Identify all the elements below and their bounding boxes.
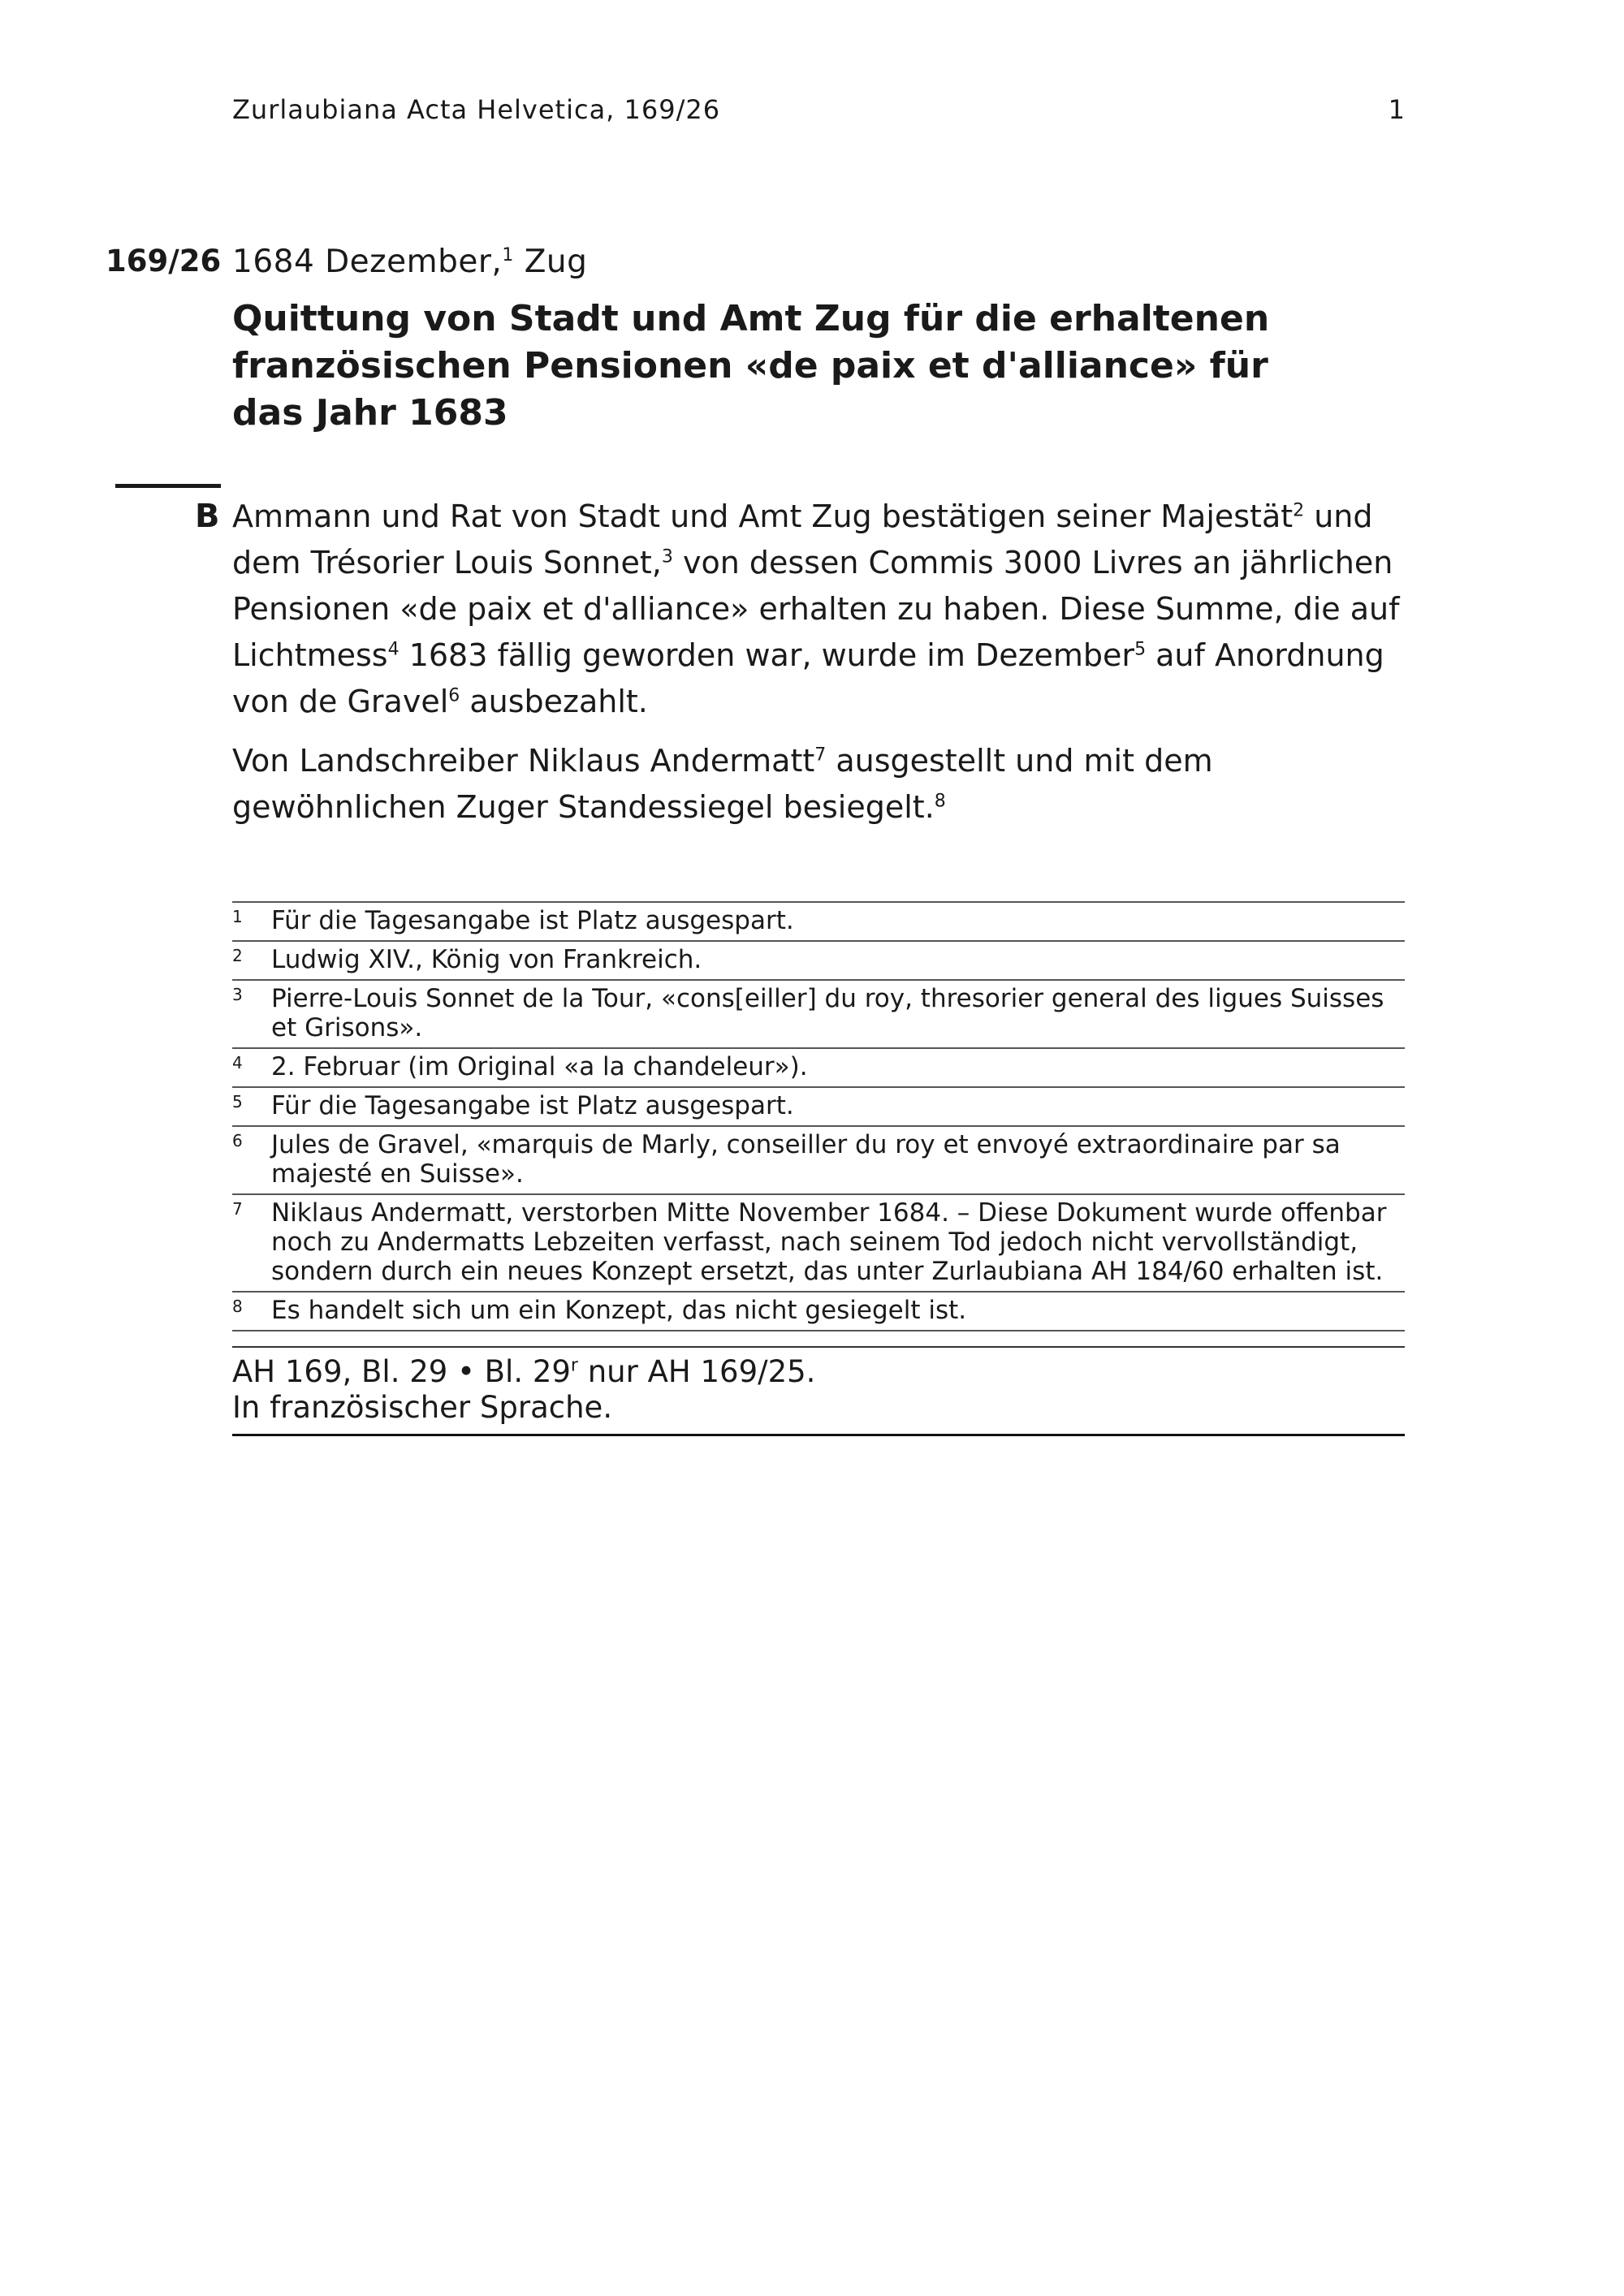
footnote-text: Niklaus Andermatt, verstorben Mitte November 1684. – Diese Dokument wurde offenbar noch zu Andermatts Lebzeiten verfasst, nach seinem Tod jedoch nicht vervollständigt, sondern durch ein neues Konzept ersetzt, das unter Zurlaubiana AH 184/60 erhalten ist. xyxy=(271,1198,1387,1286)
footnote-text: Für die Tagesangabe ist Platz ausgespart. xyxy=(271,906,794,935)
date-text: 1684 Dezember, xyxy=(232,244,503,280)
place-text: Zug xyxy=(524,244,588,280)
section-rule xyxy=(115,484,221,488)
footnote xyxy=(232,979,1405,1047)
footnote-text: Für die Tagesangabe ist Platz ausgespart. xyxy=(271,1091,794,1120)
source-info xyxy=(232,1346,1405,1436)
language-note: In französischer Sprache. xyxy=(232,1390,613,1425)
document-date xyxy=(232,244,587,280)
regest-body xyxy=(232,494,1410,844)
page-number: 1 xyxy=(1388,94,1405,125)
footnote-number: 8 xyxy=(232,1297,243,1316)
footnote-ref-8[interactable]: 8 xyxy=(934,791,946,812)
footnote-number: 7 xyxy=(232,1199,243,1219)
footnote-text: Pierre-Louis Sonnet de la Tour, «cons[eiller] du roy, thresorier general des ligues Suisses et Grisons». xyxy=(271,984,1384,1042)
footnote xyxy=(232,1193,1405,1291)
footnotes-divider xyxy=(232,1330,1405,1331)
footnote-text: 2. Februar (im Original «a la chandeleur»). xyxy=(271,1052,808,1081)
footnote-number: 4 xyxy=(232,1053,243,1072)
footnote-number: 1 xyxy=(232,907,243,926)
footnote xyxy=(232,1047,1405,1086)
footnote-number: 2 xyxy=(232,946,243,965)
regest-paragraph-2: Von Landschreiber Niklaus Andermatt$^7$ ausgestellt und mit dem gewöhnlichen Zuger Standessiegel besiegelt.$^8$ xyxy=(232,743,1213,825)
footnotes xyxy=(232,901,1405,1331)
footnote-ref-1[interactable]: 1 xyxy=(502,245,514,265)
footnote xyxy=(232,940,1405,979)
source-reference: AH 169, Bl. 29 • Bl. 29$^r$ nur AH 169/25. xyxy=(232,1354,816,1389)
running-title: Zurlaubiana Acta Helvetica, 169/26 xyxy=(232,94,721,125)
footnote xyxy=(232,1086,1405,1125)
footnote xyxy=(232,1125,1405,1193)
footnote-ref-5[interactable]: 5 xyxy=(1134,639,1147,660)
footnote-number: 6 xyxy=(232,1131,243,1150)
footnote-ref-2[interactable]: 2 xyxy=(1293,500,1305,521)
regest-paragraph-1: Ammann und Rat von Stadt und Amt Zug bestätigen seiner Majestät$^2$ und dem Trésorier Louis Sonnet,$^3$ von dessen Commis 3000 Livres an jährlichen Pensionen «de paix et d'alliance» erhalten zu haben. Diese Summe, die auf Lichtmess$^4$ 1683 fällig geworden war, wurde im Dezember$^5$ auf Anordnung von de Gravel$^6$ ausbezahlt. xyxy=(232,498,1400,719)
footnote-text: Es handelt sich um ein Konzept, das nicht gesiegelt ist. xyxy=(271,1296,967,1325)
footnote-number: 5 xyxy=(232,1092,243,1111)
footnote xyxy=(232,1291,1405,1330)
footnote-text: Jules de Gravel, «marquis de Marly, conseiller du roy et envoyé extraordinaire par sa majesté en Suisse». xyxy=(271,1130,1341,1189)
footnote-ref-7[interactable]: 7 xyxy=(814,744,827,766)
section-mark: B xyxy=(195,498,220,535)
footnote-ref-3[interactable]: 3 xyxy=(661,546,673,568)
footnote-ref-4[interactable]: 4 xyxy=(387,639,400,660)
document-number: 169/26 xyxy=(106,244,222,278)
document-title: Quittung von Stadt und Amt Zug für die erhaltenen französischen Pensionen «de paix et d'alliance» für das Jahr 1683 xyxy=(232,298,1270,434)
footnote-ref-6[interactable]: 6 xyxy=(448,685,460,706)
footnote-text: Ludwig XIV., König von Frankreich. xyxy=(271,945,702,974)
footnote-number: 3 xyxy=(232,985,243,1004)
footnote xyxy=(232,901,1405,940)
